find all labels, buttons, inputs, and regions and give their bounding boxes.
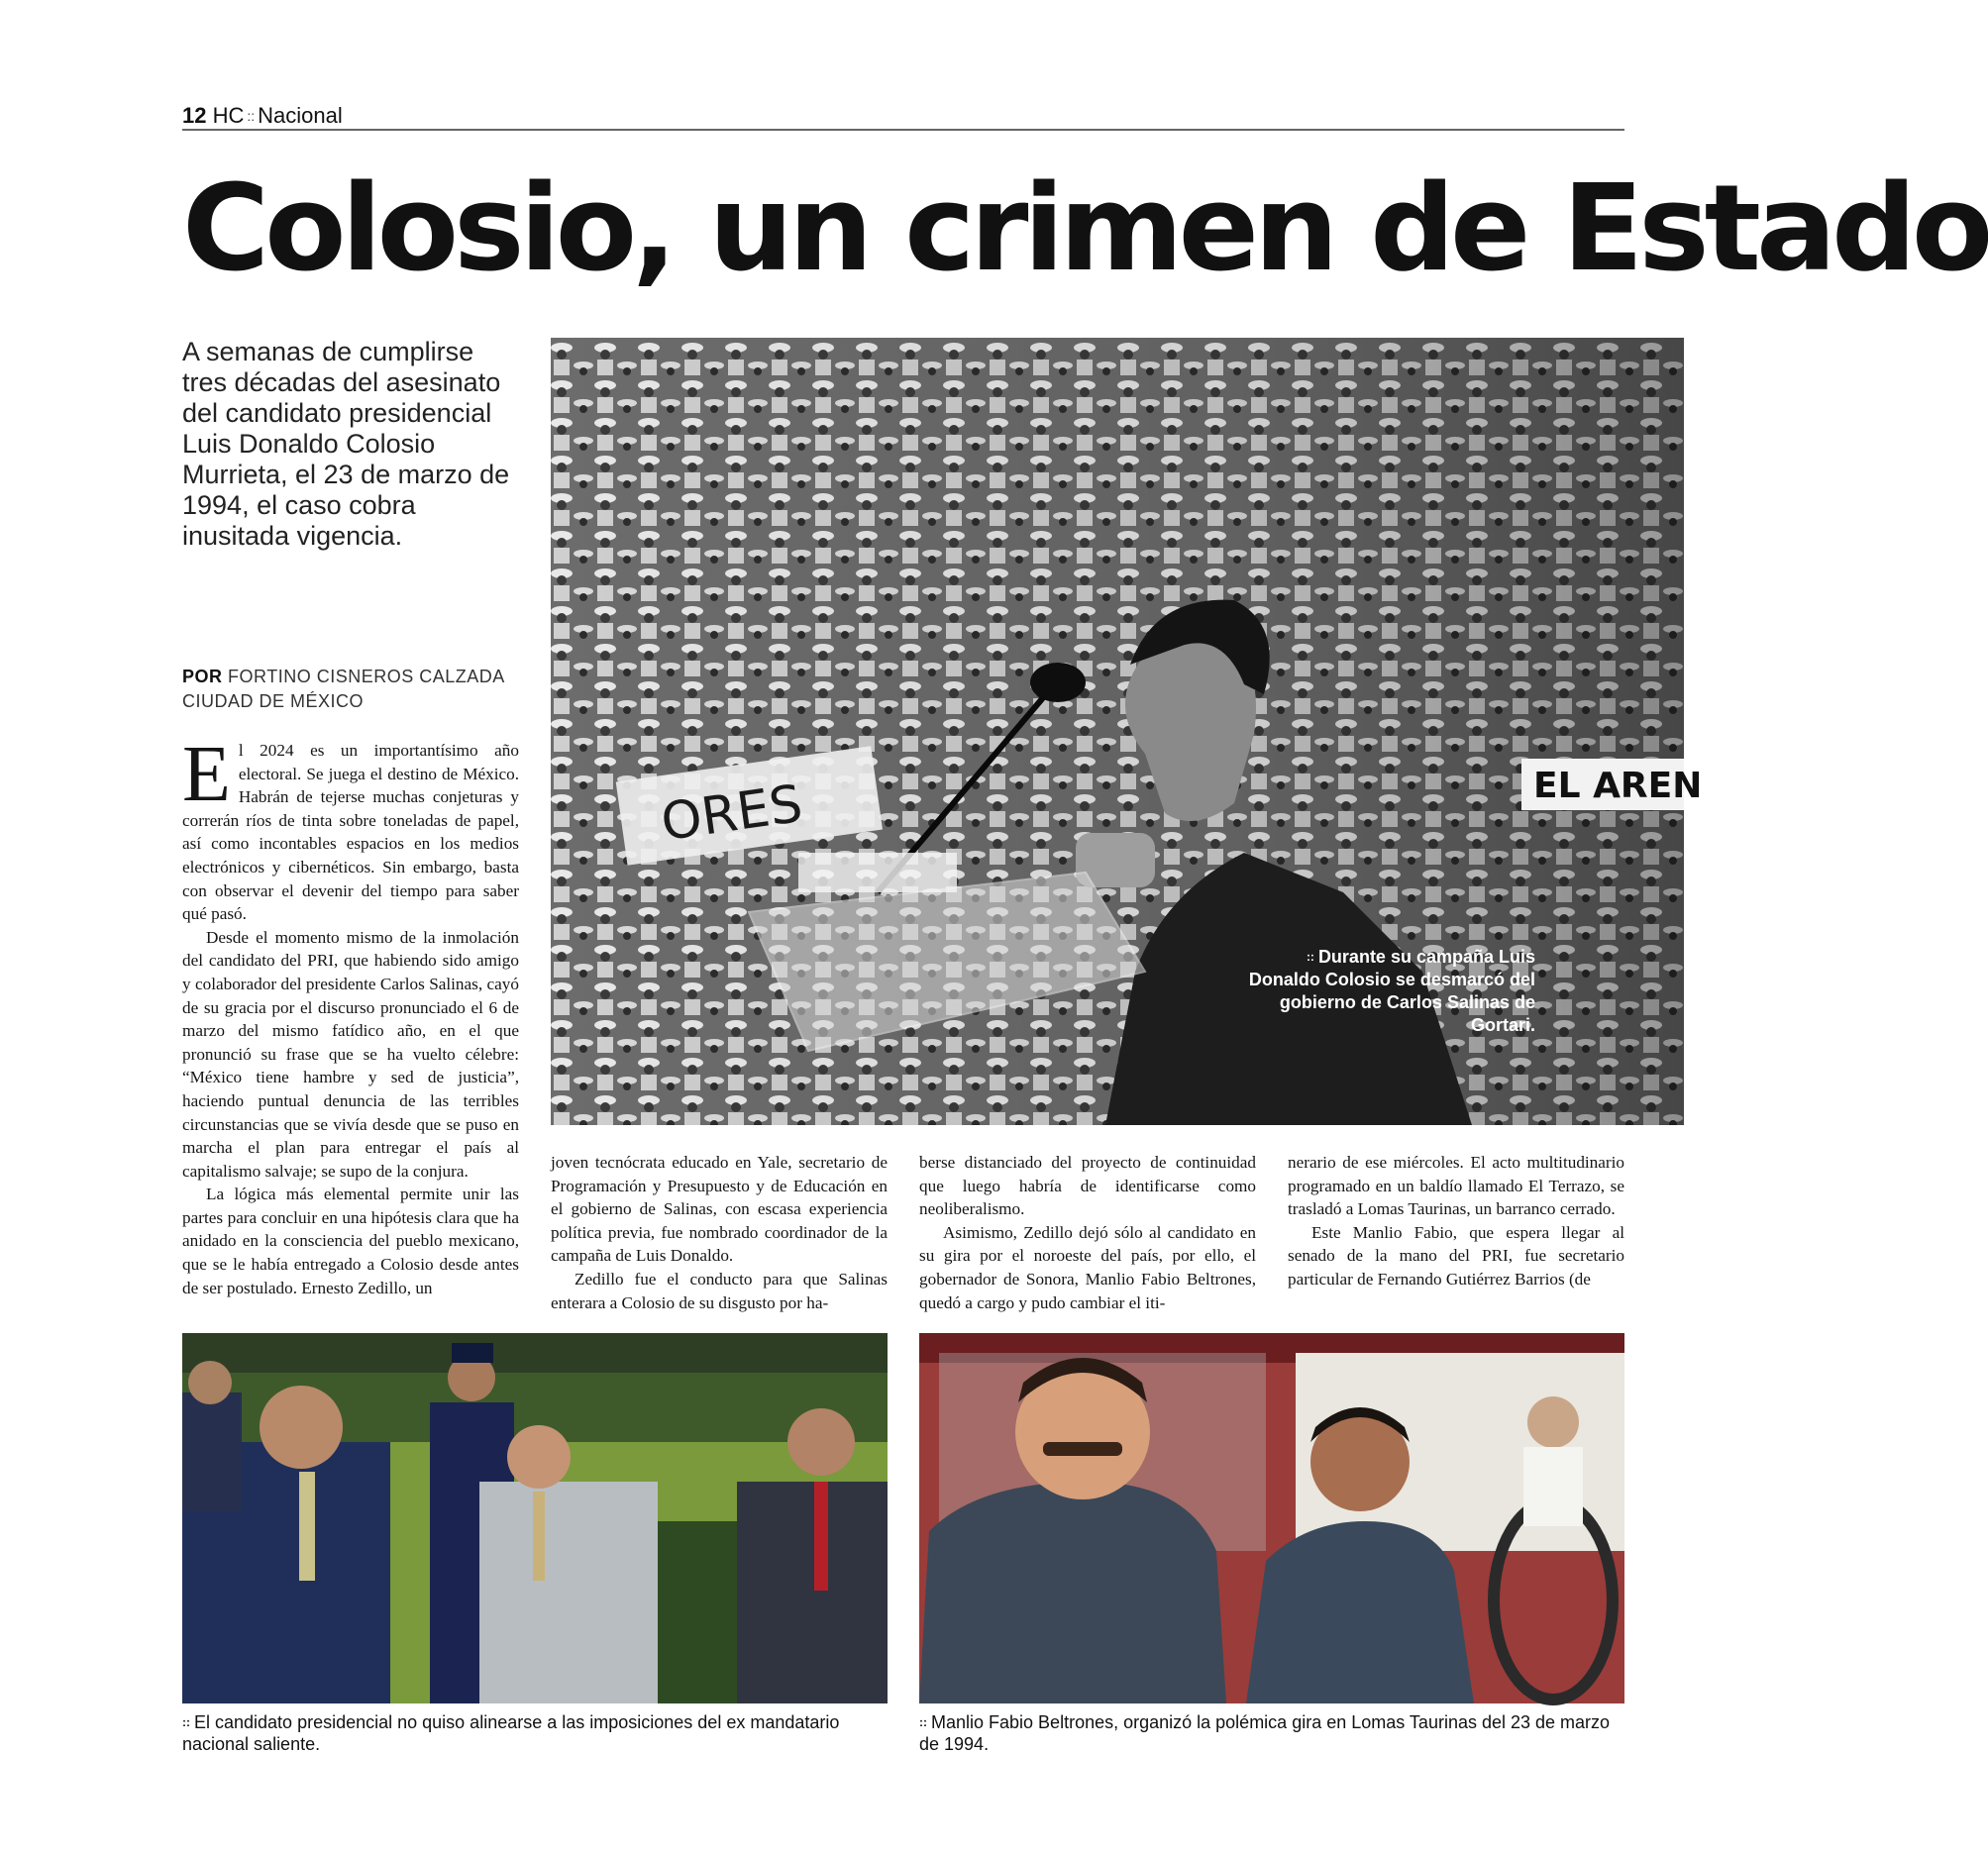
lead-paragraph: A semanas de cumplirse tres décadas del asesinato del candidato presidencial Luis Donaldo Colosio Murrieta, el 23 de marzo de 1994, el caso cobra inusitada vigencia. bbox=[182, 337, 510, 551]
section-prefix: HC bbox=[212, 103, 245, 128]
banner-sign-text: ORES bbox=[657, 774, 806, 854]
body-paragraph: Asimismo, Zedillo dejó sólo al candidato en su gira por el noroeste del país, por ello, el gobernador de Sonora, Manlio Fabio Beltrones, quedó a cargo y pudo cambiar el iti- bbox=[919, 1222, 1256, 1312]
body-paragraph: berse distanciado del proyecto de continuidad que luego habría de identificarse como neoliberalismo. bbox=[919, 1153, 1256, 1219]
bottom-left-photo bbox=[182, 1333, 888, 1703]
section-name: Nacional bbox=[258, 103, 343, 128]
caption-marker: :: bbox=[182, 1715, 190, 1729]
bottom-left-photo-image bbox=[182, 1333, 888, 1703]
body-paragraph: Desde el momento mismo de la inmolación del candidato del PRI, que habiendo sido amigo y colaborador del presidente Carlos Salinas, cayó de su gracia por el discurso pronunciado el 6 de marzo del mismo fatídico año, en el que pronunció su frase que se ha vuelto célebre: “México tiene hambre y sed de justicia”, haciendo puntual denuncia de las terribles circunstancias que se vivía desde que se puso en marcha el plan para entregar el país al capitalismo salvaje; se supo de la conjura. bbox=[182, 927, 519, 1181]
arena-banner-text: EL AREN bbox=[1533, 766, 1703, 806]
body-paragraph: joven tecnócrata educado en Yale, secretario de Programación y Presupuesto y de Educación en el gobierno de Salinas, con escasa experiencia política previa, fue nombrado coordinador de la campaña de Luis Donaldo. bbox=[551, 1153, 888, 1266]
main-photo-caption-text: Durante su campaña Luis Donaldo Colosio se desmarcó del gobierno de Carlos Salinas de Gortari. bbox=[1248, 947, 1535, 1035]
byline-location: CIUDAD DE MÉXICO bbox=[182, 691, 365, 711]
body-column-2 bbox=[551, 1151, 888, 1314]
header-rule bbox=[182, 129, 1624, 131]
page-folio bbox=[182, 103, 343, 129]
body-paragraph: Zedillo fue el conducto para que Salinas enterara a Colosio de su disgusto por ha- bbox=[551, 1269, 888, 1312]
section-separator: :: bbox=[247, 108, 256, 124]
body-column-4 bbox=[1288, 1151, 1624, 1291]
body-paragraph bbox=[182, 731, 519, 926]
caption-marker: :: bbox=[919, 1715, 927, 1729]
bottom-left-caption bbox=[182, 1711, 888, 1755]
drop-cap: E bbox=[182, 731, 231, 818]
bystander-figure bbox=[1523, 1396, 1583, 1526]
bottom-right-caption bbox=[919, 1711, 1624, 1755]
bottom-right-photo bbox=[919, 1333, 1624, 1703]
arena-banner bbox=[1521, 759, 1702, 810]
byline-label: POR bbox=[182, 667, 223, 686]
bottom-right-photo-image bbox=[919, 1333, 1624, 1703]
byline-author: FORTINO CISNEROS CALZADA bbox=[228, 667, 505, 686]
main-photo-caption bbox=[1238, 946, 1535, 1037]
body-column-3 bbox=[919, 1151, 1256, 1314]
headline: Colosio, un crimen de Estado bbox=[182, 160, 1988, 298]
body-paragraph: nerario de ese miércoles. El acto multitudinario programado en un baldío llamado El Terrazo, se trasladó a Lomas Taurinas, un barranco cerrado. bbox=[1288, 1153, 1624, 1219]
body-paragraph-text: l 2024 es un importantísimo año electoral. Se juega el destino de México. Habrán de tejerse muchas conjeturas y correrán ríos de tinta sobre toneladas de papel, así como incontables espacios en los medios electrónicos y cibernéticos. Sin embargo, basta con observar el devenir del tiempo para saber qué pasó. bbox=[182, 741, 519, 924]
body-paragraph: La lógica más elemental permite unir las partes para concluir en una hipótesis clara que ha anidado en la consciencia del pueblo mexicano, que se le había entregado a Colosio desde antes de ser postulado. Ernesto Zedillo, un bbox=[182, 1185, 519, 1297]
caption-marker: :: bbox=[1306, 950, 1314, 964]
bottom-right-caption-text: Manlio Fabio Beltrones, organizó la polémica gira en Lomas Taurinas del 23 de marzo de 1994. bbox=[919, 1712, 1611, 1754]
page-number: 12 bbox=[182, 103, 207, 128]
body-column-1 bbox=[182, 731, 519, 1299]
body-paragraph: Este Manlio Fabio, que espera llegar al senado de la mano del PRI, fue secretario particular de Fernando Gutiérrez Barrios (de bbox=[1288, 1222, 1624, 1289]
byline bbox=[182, 665, 505, 714]
bottom-left-caption-text: El candidato presidencial no quiso alinearse a las imposiciones del ex mandatario nacional saliente. bbox=[182, 1712, 840, 1754]
